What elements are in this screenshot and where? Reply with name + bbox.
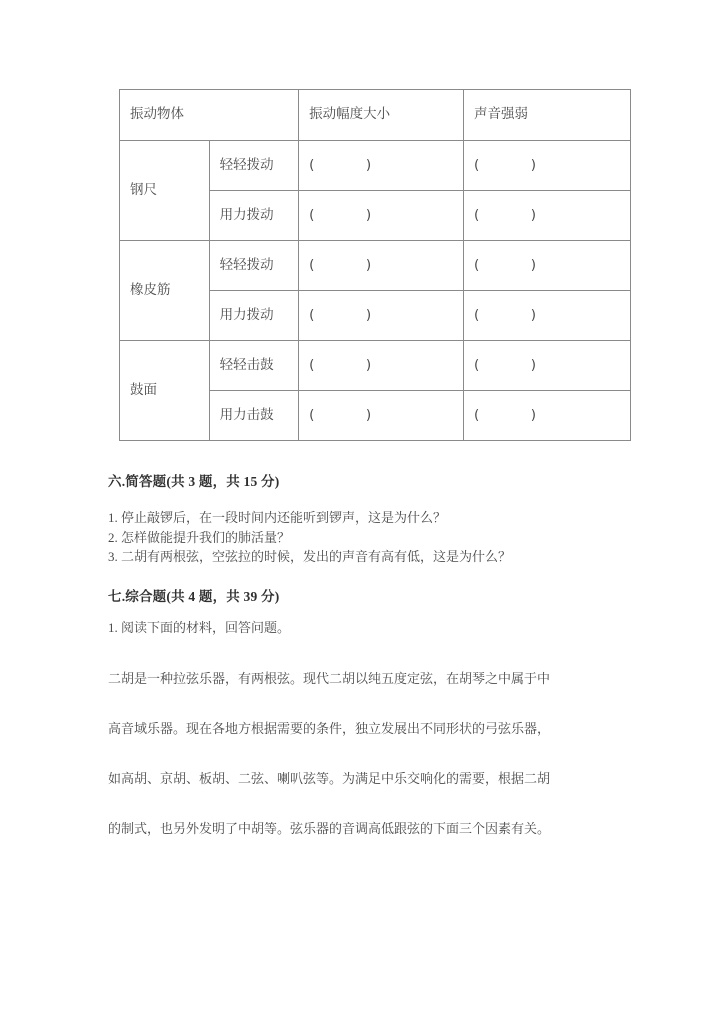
table-header-loudness: 声音强弱: [463, 90, 630, 141]
material-line: 二胡是一种拉弦乐器，有两根弦。现代二胡以纯五度定弦，在胡琴之中属于中: [108, 671, 551, 686]
table-row: [120, 241, 631, 291]
table-cell-action: 用力拨动: [209, 191, 299, 241]
blank-parentheses: ( ): [473, 256, 536, 273]
table-cell-amplitude: [299, 241, 464, 291]
table-cell-amplitude: [299, 291, 464, 341]
vibration-experiment-table: [119, 89, 631, 441]
table-cell-amplitude: [299, 391, 464, 441]
list-item: 2. 怎样做能提升我们的肺活量？: [108, 529, 291, 545]
table-cell-loudness: [463, 241, 630, 291]
table-header-amplitude: 振动幅度大小: [299, 90, 464, 141]
table-cell-action: 用力拨动: [209, 291, 299, 341]
blank-parentheses: ( ): [473, 406, 536, 423]
blank-parentheses: ( ): [473, 306, 536, 323]
table-cell-loudness: [463, 341, 630, 391]
table-cell-object: 钢尺: [120, 141, 210, 241]
section-heading-7: 七.综合题(共 4 题，共 39 分): [108, 589, 280, 604]
section7-question-1: 1. 阅读下面的材料，回答问题。: [108, 620, 291, 635]
material-line: 的制式，也另外发明了中胡等。弦乐器的音调高低跟弦的下面三个因素有关。: [108, 821, 551, 836]
table-cell-action: 轻轻击鼓: [209, 341, 299, 391]
table-cell-loudness: [463, 191, 630, 241]
blank-parentheses: ( ): [473, 206, 536, 223]
table-cell-action: 轻轻拨动: [209, 241, 299, 291]
table-header-object: 振动物体: [120, 90, 299, 141]
table-row: [120, 341, 631, 391]
list-item: 1. 停止敲锣后，在一段时间内还能听到锣声，这是为什么？: [108, 510, 447, 525]
table-cell-action: 轻轻拨动: [209, 141, 299, 191]
material-line: 高音域乐器。现在各地方根据需要的条件，独立发展出不同形状的弓弦乐器，: [108, 721, 551, 736]
blank-parentheses: ( ): [309, 356, 372, 373]
table-cell-loudness: [463, 291, 630, 341]
reading-material-paragraph: [108, 672, 624, 872]
table-cell-object: 橡皮筋: [120, 241, 210, 341]
vibration-experiment-table-container: [119, 89, 631, 441]
table-cell-amplitude: [299, 341, 464, 391]
section6-question-list: [108, 508, 628, 567]
table-cell-loudness: [463, 141, 630, 191]
blank-parentheses: ( ): [473, 356, 536, 373]
blank-parentheses: ( ): [309, 156, 372, 173]
table-row: [120, 141, 631, 191]
blank-parentheses: ( ): [473, 156, 536, 173]
blank-parentheses: ( ): [309, 256, 372, 273]
blank-parentheses: ( ): [309, 306, 372, 323]
blank-parentheses: ( ): [309, 206, 372, 223]
table-cell-amplitude: [299, 191, 464, 241]
table-cell-loudness: [463, 391, 630, 441]
table-header-row: [120, 90, 631, 141]
list-item: 3. 二胡有两根弦，空弦拉的时候，发出的声音有高有低，这是为什么？: [108, 549, 512, 564]
blank-parentheses: ( ): [309, 406, 372, 423]
table-cell-action: 用力击鼓: [209, 391, 299, 441]
section-heading-6: 六.简答题(共 3 题，共 15 分): [108, 474, 280, 489]
table-cell-amplitude: [299, 141, 464, 191]
material-line: 如高胡、京胡、板胡、二弦、喇叭弦等。为满足中乐交响化的需要，根据二胡: [108, 771, 551, 786]
table-cell-object: 鼓面: [120, 341, 210, 441]
